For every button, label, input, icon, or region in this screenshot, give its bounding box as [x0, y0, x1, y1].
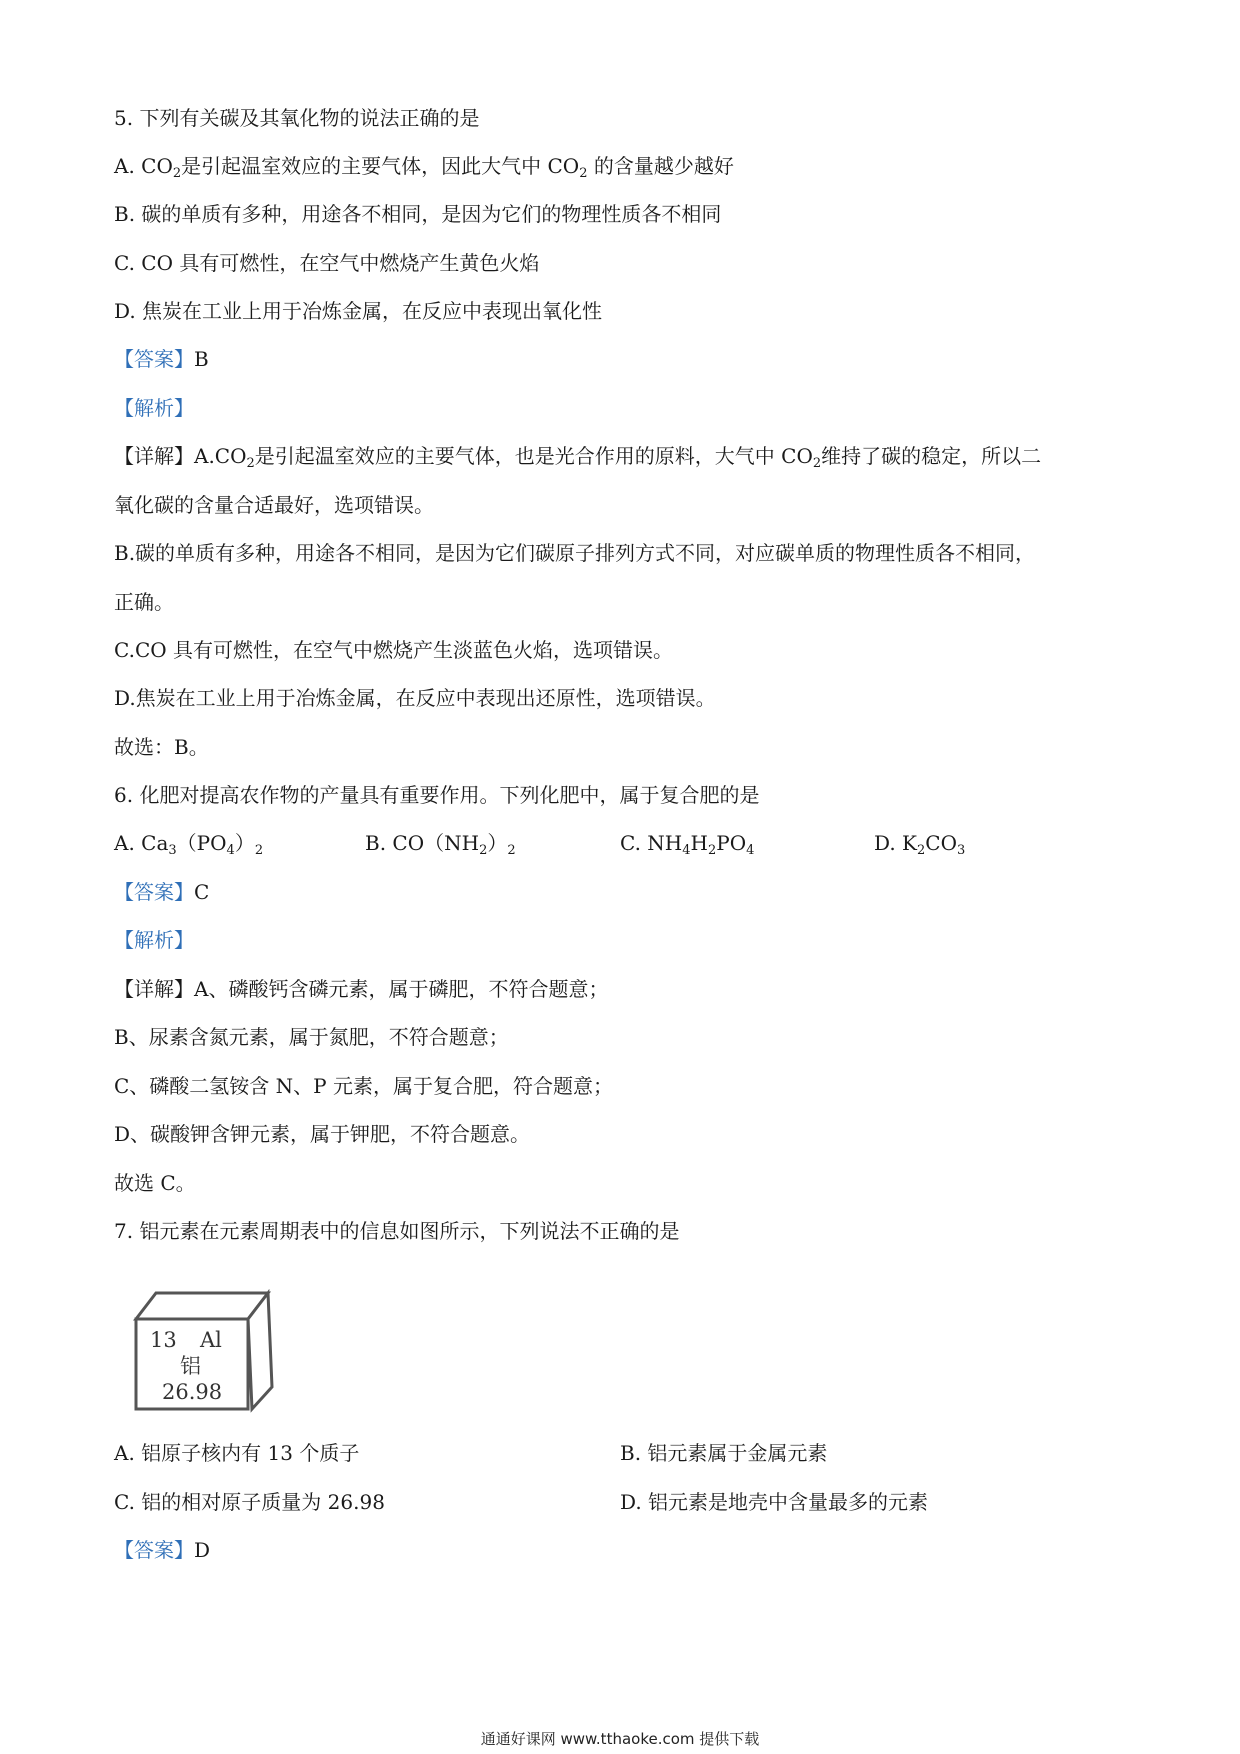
q6-detail-a: 【详解】A、磷酸钙含磷元素，属于磷肥，不符合题意；: [114, 977, 609, 1001]
q6-option-b: B. $CO(NH_2)_2$: [365, 831, 516, 858]
q6-answer: [114, 878, 209, 906]
answer-tag: 【答案】: [114, 880, 194, 904]
element-atomic-mass: 26.98: [162, 1380, 223, 1404]
q5-option-d: D. 焦炭在工业上用于冶炼金属，在反应中表现出氧化性: [114, 299, 603, 323]
q6-option-a: A. $Ca_3(PO_4)_2$: [114, 831, 264, 858]
answer-tag: 【答案】: [114, 1538, 194, 1562]
q5-conclusion: 故选：B。: [114, 735, 209, 759]
q5-stem: 5. 下列有关碳及其氧化物的说法正确的是: [114, 106, 480, 130]
q5-answer: [114, 345, 209, 373]
q5-option-b: B. 碳的单质有多种，用途各不相同，是因为它们的物理性质各不相同: [114, 202, 722, 226]
answer-value: D: [194, 1538, 211, 1562]
element-cube-drawing: [128, 1285, 278, 1417]
q5-detail-a: 【详解】$A.CO_2$是引起温室效应的主要气体，也是光合作用的原料，大气中 $CO_2$维持了碳的稳定，所以二: [114, 444, 1042, 471]
page-footer: 通通好课网 www.tthaoke.com 提供下载: [480, 1730, 760, 1748]
cube-top-face: [136, 1293, 268, 1319]
q6-option-c: C. $NH_4H_2PO_4$: [620, 831, 755, 858]
q7-answer: [114, 1536, 210, 1564]
element-atomic-number: 13: [150, 1328, 177, 1352]
answer-value: B: [194, 347, 209, 371]
q6-detail-b: B、尿素含氮元素，属于氮肥，不符合题意；: [114, 1025, 509, 1049]
q5-detail-a-cont: 氧化碳的含量合适最好，选项错误。: [114, 493, 434, 517]
q7-option-c: C. 铝的相对原子质量为 26.98: [114, 1490, 385, 1514]
answer-value: C: [194, 880, 210, 904]
q7-option-a: A. 铝原子核内有 13 个质子: [114, 1441, 360, 1465]
q5-detail-c: C.CO 具有可燃性，在空气中燃烧产生淡蓝色火焰，选项错误。: [114, 638, 674, 662]
q5-detail-b: B.碳的单质有多种，用途各不相同，是因为它们碳原子排列方式不同，对应碳单质的物理性质各不相同，: [114, 541, 1036, 565]
q7-option-b: B. 铝元素属于金属元素: [620, 1441, 828, 1465]
detail-tag: 【详解】: [114, 444, 194, 468]
element-symbol: Al: [200, 1328, 222, 1352]
q6-stem: 6. 化肥对提高农作物的产量具有重要作用。下列化肥中，属于复合肥的是: [114, 783, 760, 807]
q6-detail-c: C、磷酸二氢铵含 N、P 元素，属于复合肥，符合题意；: [114, 1074, 613, 1098]
detail-tag: 【详解】: [114, 977, 194, 1001]
answer-tag: 【答案】: [114, 347, 194, 371]
q7-stem: 7. 铝元素在元素周期表中的信息如图所示，下列说法不正确的是: [114, 1219, 680, 1243]
q6-conclusion: 故选 C。: [114, 1171, 196, 1195]
element-name: 铝: [180, 1354, 201, 1378]
periodic-table-cell-figure: [128, 1285, 278, 1417]
q5-analysis-tag: 【解析】: [114, 396, 194, 420]
q6-detail-d: D、碳酸钾含钾元素，属于钾肥，不符合题意。: [114, 1122, 531, 1146]
q6-analysis-tag: 【解析】: [114, 928, 194, 952]
q5-detail-d: D.焦炭在工业上用于冶炼金属，在反应中表现出还原性，选项错误。: [114, 686, 716, 710]
q7-option-d: D. 铝元素是地壳中含量最多的元素: [620, 1490, 929, 1514]
q5-option-c: C. CO 具有可燃性，在空气中燃烧产生黄色火焰: [114, 251, 540, 275]
q6-option-d: D. $K_2CO_3$: [874, 831, 966, 858]
q5-detail-b-cont: 正确。: [114, 590, 174, 614]
q5-option-a: A. $CO_2$是引起温室效应的主要气体，因此大气中 $CO_2$ 的含量越少越好: [114, 154, 734, 181]
